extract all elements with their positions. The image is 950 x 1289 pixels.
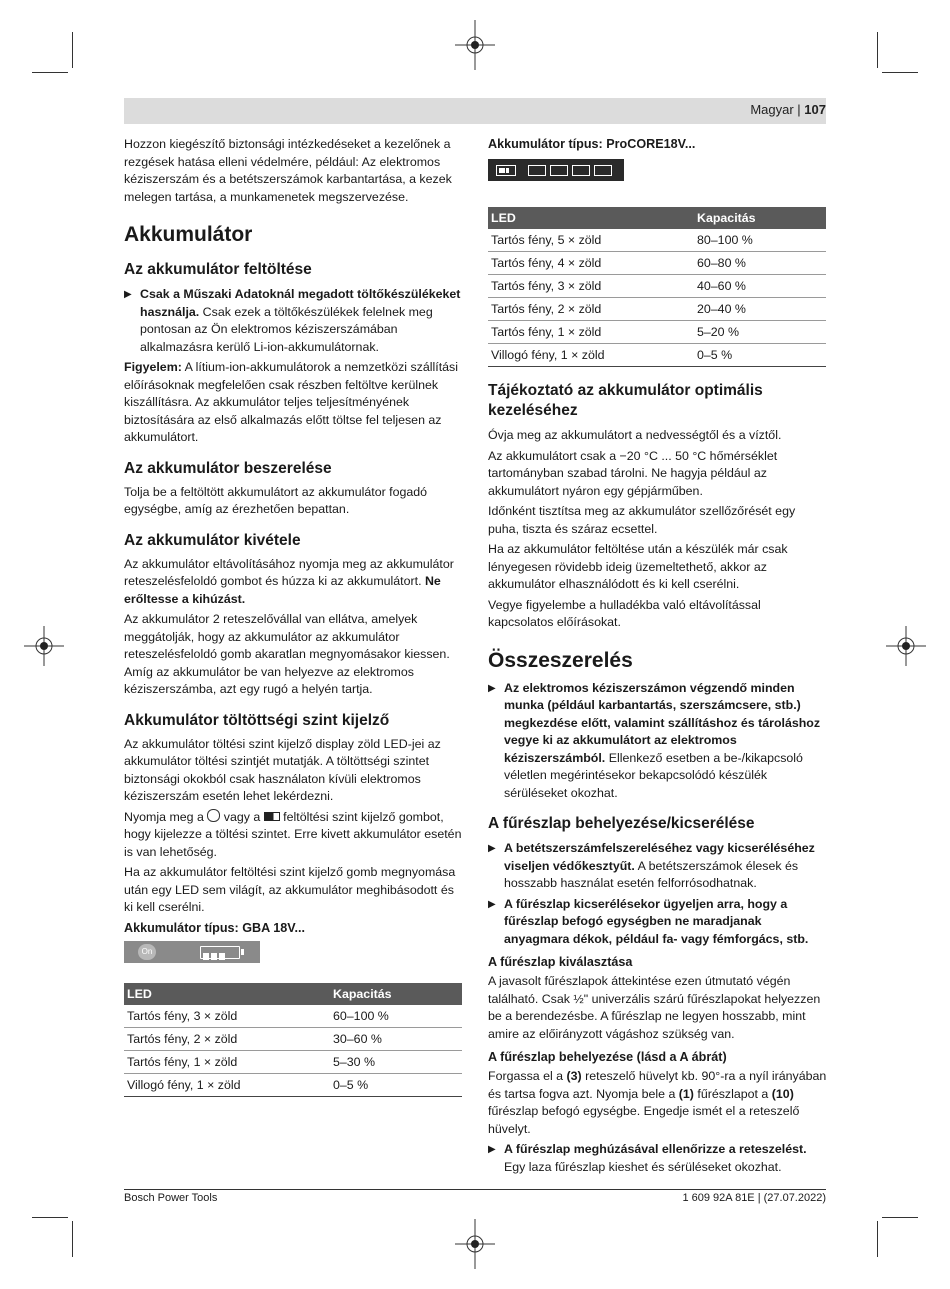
tip-paragraph: Vegye figyelembe a hulladékba való eltávolítással kapcsolatos előírásokat. — [488, 597, 761, 629]
tip-paragraph: Az akkumulátort csak a −20 °C ... 50 °C hőmérséklet tartományban szabad tárolni. Ne hagyja például az akkumulátort nyáron egy gépjárműben. — [488, 448, 778, 498]
crop-mark — [877, 1221, 878, 1257]
table-header-capacity: Kapacitás — [330, 983, 462, 1005]
led-segment — [572, 165, 590, 176]
remove-paragraph: Az akkumulátor eltávolításához nyomja meg az akkumulátor reteszelésfeloldó gombot és húzza ki az akkumulátort. Ne erőltesse a kihúzást. — [124, 556, 454, 606]
procore-capacity-table — [488, 207, 826, 367]
heading-insert: Az akkumulátor beszerelése — [124, 459, 332, 477]
gba-capacity-table — [124, 983, 462, 1097]
page-number: 107 — [804, 102, 826, 117]
page-header: Magyar | 107 — [750, 102, 826, 117]
procore-type-label: Akkumulátor típus: ProCORE18V... — [488, 137, 696, 151]
registration-mark-icon — [455, 1219, 495, 1269]
registration-mark-icon — [886, 626, 926, 666]
bullet-triangle-icon: ▶ — [488, 682, 496, 694]
crop-mark — [32, 1217, 68, 1218]
table-row: Tartós fény, 2 × zöld 30–60 % — [124, 1027, 462, 1050]
gba-charge-indicator — [124, 941, 260, 963]
blade-bullet-2: ▶ A fűrészlap kicserélésekor ügyeljen arra, hogy a fűrészlap befogó egységben ne maradjanak anyagmara dékok, például fa- vagy fémforgács, stb. — [488, 896, 809, 946]
bullet-triangle-icon: ▶ — [124, 289, 132, 300]
insert-paragraph: Tolja be a feltöltött akkumulátort az akkumulátor fogadó egységbe, amíg az érezhetően bepattan. — [124, 484, 428, 516]
table-row: Tartós fény, 5 × zöld 80–100 % — [488, 229, 826, 252]
heading-select: A fűrészlap kiválasztása — [488, 955, 633, 969]
remove-paragraph-2: Az akkumulátor 2 reteszelővállal van ellátva, amelyek meggátolják, hogy az akkumulátor az akkumulátor reteszelésfeloldó gomb akaratlan megnyomásakor kiessen. Amíg az akkumulátor be van helyezve az elektromos kéziszerszámba, azt egy rugó a helyén tartja. — [124, 612, 450, 696]
section-title-assembly: Összeszerelés — [488, 648, 633, 672]
bullet-triangle-icon: ▶ — [488, 843, 496, 854]
left-column — [124, 136, 464, 1097]
table-header-row — [488, 207, 826, 229]
table-header-capacity: Kapacitás — [694, 207, 826, 229]
tip-paragraph: Óvja meg az akkumulátort a nedvességtől és a víztől. — [488, 428, 782, 442]
gba-battery-icon — [200, 946, 240, 959]
select-paragraph: A javasolt fűrészlapok áttekintése ezen útmutató végén található. Csak ½" univerzális szárú fűrészlapokat helyezzen be a berendezésbe. A fűrészlap ne legyen hosszabb, mint amire az előirányzott vágáshoz szükség van. — [488, 974, 821, 1041]
table-header-led: LED — [124, 983, 330, 1005]
indicator-paragraph-1: Az akkumulátor töltési szint kijelző display zöld LED-jei az akkumulátor töltési szintjét mutatják. A töltöttségi szintet biztonsági okokból csak használaton kívüli elektromos kéziszerszám esetén lehet lekérdezni. — [124, 736, 441, 803]
tip-paragraph: Ha az akkumulátor feltöltése után a készülék már csak lényegesen rövidebb ideig üzemeltethető, akkor az akkumulátor elhasználódott és ki kell cserélni. — [488, 542, 788, 591]
crop-mark — [882, 72, 918, 73]
insert-blade-paragraph: Forgassa el a (3) reteszelő hüvelyt kb. 90°-ra a nyíl irányában és tartsa fogva azt. Nyomja bele a (1) fűrészlapot a (10) fűrészlap befogó egységbe. Engedje ismét el a reteszelő hüvelyt. — [488, 1069, 827, 1136]
indicator-paragraph-2: Nyomja meg a vagy a feltöltési szint kijelző gombot, hogy kijelezze a töltési szintet. Erre kivett akkumulátor esetén is van lehetőség. — [124, 809, 462, 859]
crop-mark — [32, 72, 68, 73]
right-column — [488, 136, 828, 1179]
gba-type-label: Akkumulátor típus: GBA 18V... — [124, 920, 306, 935]
footer-rule — [124, 1189, 826, 1190]
table-row: Tartós fény, 1 × zöld 5–30 % — [124, 1050, 462, 1073]
heading-tips: Tájékoztató az akkumulátor optimális kezeléséhez — [488, 382, 763, 419]
blade-bullet-1: ▶ A betétszerszámfelszereléséhez vagy kicseréléséhez viseljen védőkesztyűt. A betétszerszámok élesek és hosszabb használat esetén felforrósodhatnak. — [488, 841, 815, 890]
heading-indicator: Akkumulátor töltöttségi szint kijelző — [124, 711, 390, 729]
crop-mark — [72, 32, 73, 68]
table-row: Tartós fény, 2 × zöld 20–40 % — [488, 298, 826, 321]
led-segment — [594, 165, 612, 176]
heading-blade: A fűrészlap behelyezése/kicserélése — [488, 815, 755, 832]
registration-mark-icon — [455, 20, 495, 70]
header-language: Magyar — [750, 102, 794, 117]
note-paragraph: Figyelem: A lítium-ion-akkumulátorok a nemzetközi szállítási előírásoknak megfelelően csak részben feltöltve kerülnek kiszállításra. Az akkumulátor teljes teljesítményének biztosítására az első alkalmazás előtt töltse fel teljesen az akkumulátort. — [124, 360, 458, 444]
table-row: Tartós fény, 3 × zöld 60–100 % — [124, 1005, 462, 1028]
table-row: Tartós fény, 3 × zöld 40–60 % — [488, 275, 826, 298]
crop-mark — [72, 1221, 73, 1257]
footer-brand: Bosch Power Tools — [124, 1192, 218, 1204]
procore-battery-icon — [496, 165, 516, 176]
table-row: Villogó fény, 1 × zöld 0–5 % — [488, 344, 826, 367]
heading-insert-blade: A fűrészlap behelyezése (lásd a A ábrát) — [488, 1050, 727, 1064]
table-row: Tartós fény, 4 × zöld 60–80 % — [488, 252, 826, 275]
intro-paragraph: Hozzon kiegészítő biztonsági intézkedéseket a kezelőnek a rezgések hatása elleni védelmére, például: Az elektromos kéziszerszám és a betétszerszámok karbantartása, a kezek melegen tartása, a munkamenetek megszervezése. — [124, 137, 452, 204]
indicator-paragraph-3: Ha az akkumulátor feltöltési szint kijelző gomb megnyomása után egy LED sem világít, az akkumulátor meghibásodott és ki kell cserélni. — [124, 865, 456, 914]
charge-bullet: ▶ Csak a Műszaki Adatoknál megadott töltőkészülékeket használja. Csak ezek a töltőkészülékek felelnek meg pontosan az Ön elektromos kéziszerszámában alkalmazásra kerülő Li-ion-akkumulátornak. — [124, 287, 461, 354]
led-segment — [528, 165, 546, 176]
table-row: Villogó fény, 1 × zöld 0–5 % — [124, 1073, 462, 1096]
assembly-bullet: ▶ Az elektromos kéziszerszámon végzendő minden munka (például karbantartás, szerszámcsere, stb.) megkezdése előtt, valamint szállításhoz és tároláshoz vegye ki az akkumulátort az elektromos kéziszerszámból. Ellenkező esetben a be-/kikapcsoló véletlen megérintésekor bekapcsolódó készülék sérüléseket okozhat. — [488, 680, 821, 800]
heading-charge: Az akkumulátor feltöltése — [124, 261, 312, 278]
crop-mark — [882, 1217, 918, 1218]
table-row: Tartós fény, 1 × zöld 5–20 % — [488, 321, 826, 344]
indicator-button-icon — [207, 809, 220, 822]
registration-mark-icon — [24, 626, 64, 666]
led-segment — [550, 165, 568, 176]
battery-button-icon — [264, 812, 280, 821]
heading-remove: Az akkumulátor kivétele — [124, 531, 301, 549]
table-header-row — [124, 983, 462, 1005]
gba-on-button: On — [138, 944, 156, 960]
table-header-led: LED — [488, 207, 694, 229]
check-bullet: ▶ A fűrészlap meghúzásával ellenőrizze a reteszelést. Egy laza fűrészlap kieshet és sérüléseket okozhat. — [488, 1142, 807, 1174]
bullet-triangle-icon: ▶ — [488, 898, 496, 910]
section-title-akkumulator: Akkumulátor — [124, 223, 253, 246]
tip-paragraph: Időnként tisztítsa meg az akkumulátor szellőzőrését egy puha, tiszta és száraz ecsettel. — [488, 504, 796, 536]
crop-mark — [877, 32, 878, 68]
bullet-triangle-icon: ▶ — [488, 1144, 496, 1155]
footer-docnumber: 1 609 92A 81E | (27.07.2022) — [682, 1192, 826, 1204]
header-bar — [124, 98, 826, 124]
procore-charge-indicator — [488, 159, 624, 181]
